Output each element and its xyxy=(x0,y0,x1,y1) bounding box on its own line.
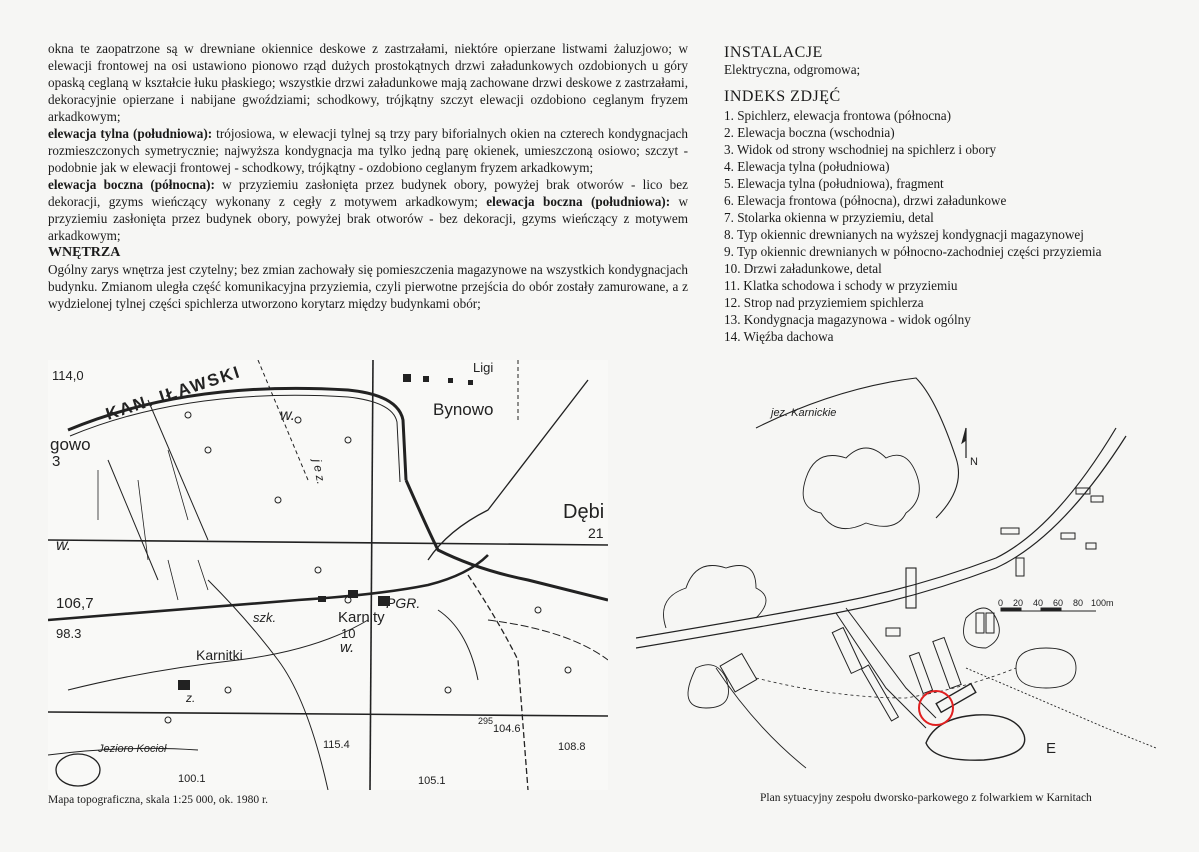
scale-label-100m: 100m xyxy=(1091,598,1114,608)
topo-label-pgr: PGR. xyxy=(386,595,421,611)
topo-label-jez: j e z. xyxy=(310,458,329,486)
heading-photo-index: INDEKS ZDJĘĆ xyxy=(724,88,841,105)
topo-label-elev-105: 105.1 xyxy=(418,775,446,787)
topo-label-gowo: gowo xyxy=(50,435,91,454)
photo-index-item: 4. Elewacja tylna (południowa) xyxy=(724,159,890,174)
text-front-elevation: okna te zaopatrzone są w drewniane okiennice deskowe z zastrzałami, niektóre opierzane listwami żaluzjowo; w elewacji frontowej na osi ustawiono pionowo rząd dużych prostokątnych drzwi załadunkowych ozdobionych u góry opaską ceglaną w kształcie łuku płaskiego; wszystkie drzwi załadunkowe mają zachowane drzwi deskowe z zastrzałami, dekoracyjnie opierzane i nabijane gwoździami; schodkowy, trójkątny szczyt elewacji ozdobiono ceglanym fryzem arkadkowym; xyxy=(48,41,688,124)
photo-index-item: 8. Typ okiennic drewnianych na wyższej kondygnacji magazynowej xyxy=(724,227,1084,242)
photo-index-item: 6. Elewacja frontowa (północna), drzwi załadunkowe xyxy=(724,193,1007,208)
text-rear-elevation: trójosiowa, w elewacji tylnej są trzy pary biforialnych okien na czterech kondygnacjach rozmieszczonych symetrycznie; najwyższa kondygnacja ma tylko jedną parę okienek, umieszczoną osiowo; szczyt - podobnie jak w elewacji frontowej - schodkowy, trójkątny - ozdobiono ceglanym fryzem arkadkowym; xyxy=(48,126,688,175)
heading-rear-elevation: elewacja tylna (południowa): xyxy=(48,126,213,141)
heading-interiors: WNĘTRZA xyxy=(48,245,121,260)
photo-index-item: 1. Spichlerz, elewacja frontowa (północna) xyxy=(724,108,952,123)
photo-index-item: 2. Elewacja boczna (wschodnia) xyxy=(724,125,895,140)
heading-north-elevation: elewacja boczna (północna): xyxy=(48,177,215,192)
topo-label-three: 3 xyxy=(52,453,61,470)
topo-label-karnity-num: 10 xyxy=(341,626,356,641)
topo-label-canal: KAN. IŁAWSKI xyxy=(103,362,244,424)
topographic-map xyxy=(48,360,608,790)
photo-index-item: 12. Strop nad przyziemiem spichlerza xyxy=(724,295,924,310)
topo-label-elev-106: 106,7 xyxy=(56,595,94,612)
paragraph-side-elevations xyxy=(48,176,688,244)
right-text-column xyxy=(724,44,1164,345)
topo-label-debi: Dębi xyxy=(563,501,605,523)
paragraph-interiors: Ogólny zarys wnętrza jest czytelny; bez zmian zachowały się pomieszczenia magazynowe na wszystkich kondygnacjach budynku. Zmianom uległa część komunikacyjna przyziemia, czyli pierwotne przejścia do obór zostały zamurowane, a z wydzielonej tylnej części spichlerza utworzono korytarz między budynkami obór; xyxy=(48,262,688,311)
photo-index-item: 7. Stolarka okienna w przyziemiu, detal xyxy=(724,210,934,225)
topo-label-debi-num: 21 xyxy=(588,525,604,541)
photo-index-item: 3. Widok od strony wschodniej na spichlerz i obory xyxy=(724,142,997,157)
caption-topographic-map: Mapa topograficzna, skala 1:25 000, ok. 1980 r. xyxy=(48,794,269,806)
scale-label-60: 60 xyxy=(1053,598,1064,608)
paragraph-front-elevation xyxy=(48,40,688,125)
photo-index-item: 5. Elewacja tylna (południowa), fragment xyxy=(724,176,944,191)
caption-site-plan: Plan sytuacyjny zespołu dworsko-parkowego z folwarkiem w Karnitach xyxy=(760,792,1092,804)
topo-label-w-west: w. xyxy=(56,537,72,554)
site-plan xyxy=(636,368,1156,778)
topo-label-karnity: Karnity xyxy=(338,609,385,626)
topo-label-295: 295 xyxy=(478,716,494,726)
topo-label-elev-114: 114,0 xyxy=(52,368,84,383)
topo-label-ligi: Ligi xyxy=(473,360,494,375)
topo-label-jezioro: Jezioro Kocioł xyxy=(98,743,167,755)
photo-index-item: 11. Klatka schodowa i schody w przyziemiu xyxy=(724,278,958,293)
topo-label-szk: szk. xyxy=(253,610,277,625)
photo-index-item: 13. Kondygnacja magazynowa - widok ogólny xyxy=(724,312,971,327)
scale-label-80: 80 xyxy=(1073,598,1084,608)
scale-label-0: 0 xyxy=(998,598,1004,608)
scale-label-20: 20 xyxy=(1013,598,1024,608)
heading-installations: INSTALACJE xyxy=(724,44,823,61)
topographic-map-drawing xyxy=(48,360,608,790)
plan-letter-e: E xyxy=(1046,740,1057,757)
topo-label-w-north: w. xyxy=(280,407,296,424)
text-south-elevation: w przyziemiu zasłonięta przez budynek obory, powyżej brak otworów - bez dekoracji, gzyms wieńczący z motywem arkadkowym; xyxy=(48,194,688,243)
scale-label-40: 40 xyxy=(1033,598,1044,608)
site-plan-drawing xyxy=(636,368,1156,778)
photo-index-item: 14. Więźba dachowa xyxy=(724,329,834,344)
photo-index-list xyxy=(724,107,1164,345)
plan-lake-label: jez. Karnickie xyxy=(771,407,837,419)
topo-label-elev-108: 108.8 xyxy=(558,741,586,753)
topo-label-elev-100: 100.1 xyxy=(178,773,206,785)
north-arrow-label: N xyxy=(970,456,978,468)
topo-label-elev-104: 104.6 xyxy=(493,723,521,735)
left-text-column xyxy=(48,40,688,312)
photo-index-item: 10. Drzwi załadunkowe, detal xyxy=(724,261,882,276)
topo-label-elev-98: 98.3 xyxy=(56,626,82,641)
topo-label-karnitki: Karnitki xyxy=(196,647,243,663)
topo-label-w-karnity: w. xyxy=(340,639,355,656)
topo-label-z: z. xyxy=(186,691,196,705)
topo-label-bynowo: Bynowo xyxy=(433,400,494,419)
paragraph-rear-elevation xyxy=(48,125,688,176)
photo-index-item: 9. Typ okiennic drewnianych w północno-zachodniej części przyziemia xyxy=(724,244,1102,259)
topo-label-elev-115: 115.4 xyxy=(323,739,350,751)
text-installations: Elektryczna, odgromowa; xyxy=(724,62,861,77)
heading-south-elevation: elewacja boczna (południowa): xyxy=(486,194,671,209)
text-north-elevation: w przyziemiu zasłonięta przez budynek obory, powyżej brak otworów - lico bez dekoracji, gzyms wieńczący wykonany z cegły z motywem arkadkowym; xyxy=(48,177,688,209)
